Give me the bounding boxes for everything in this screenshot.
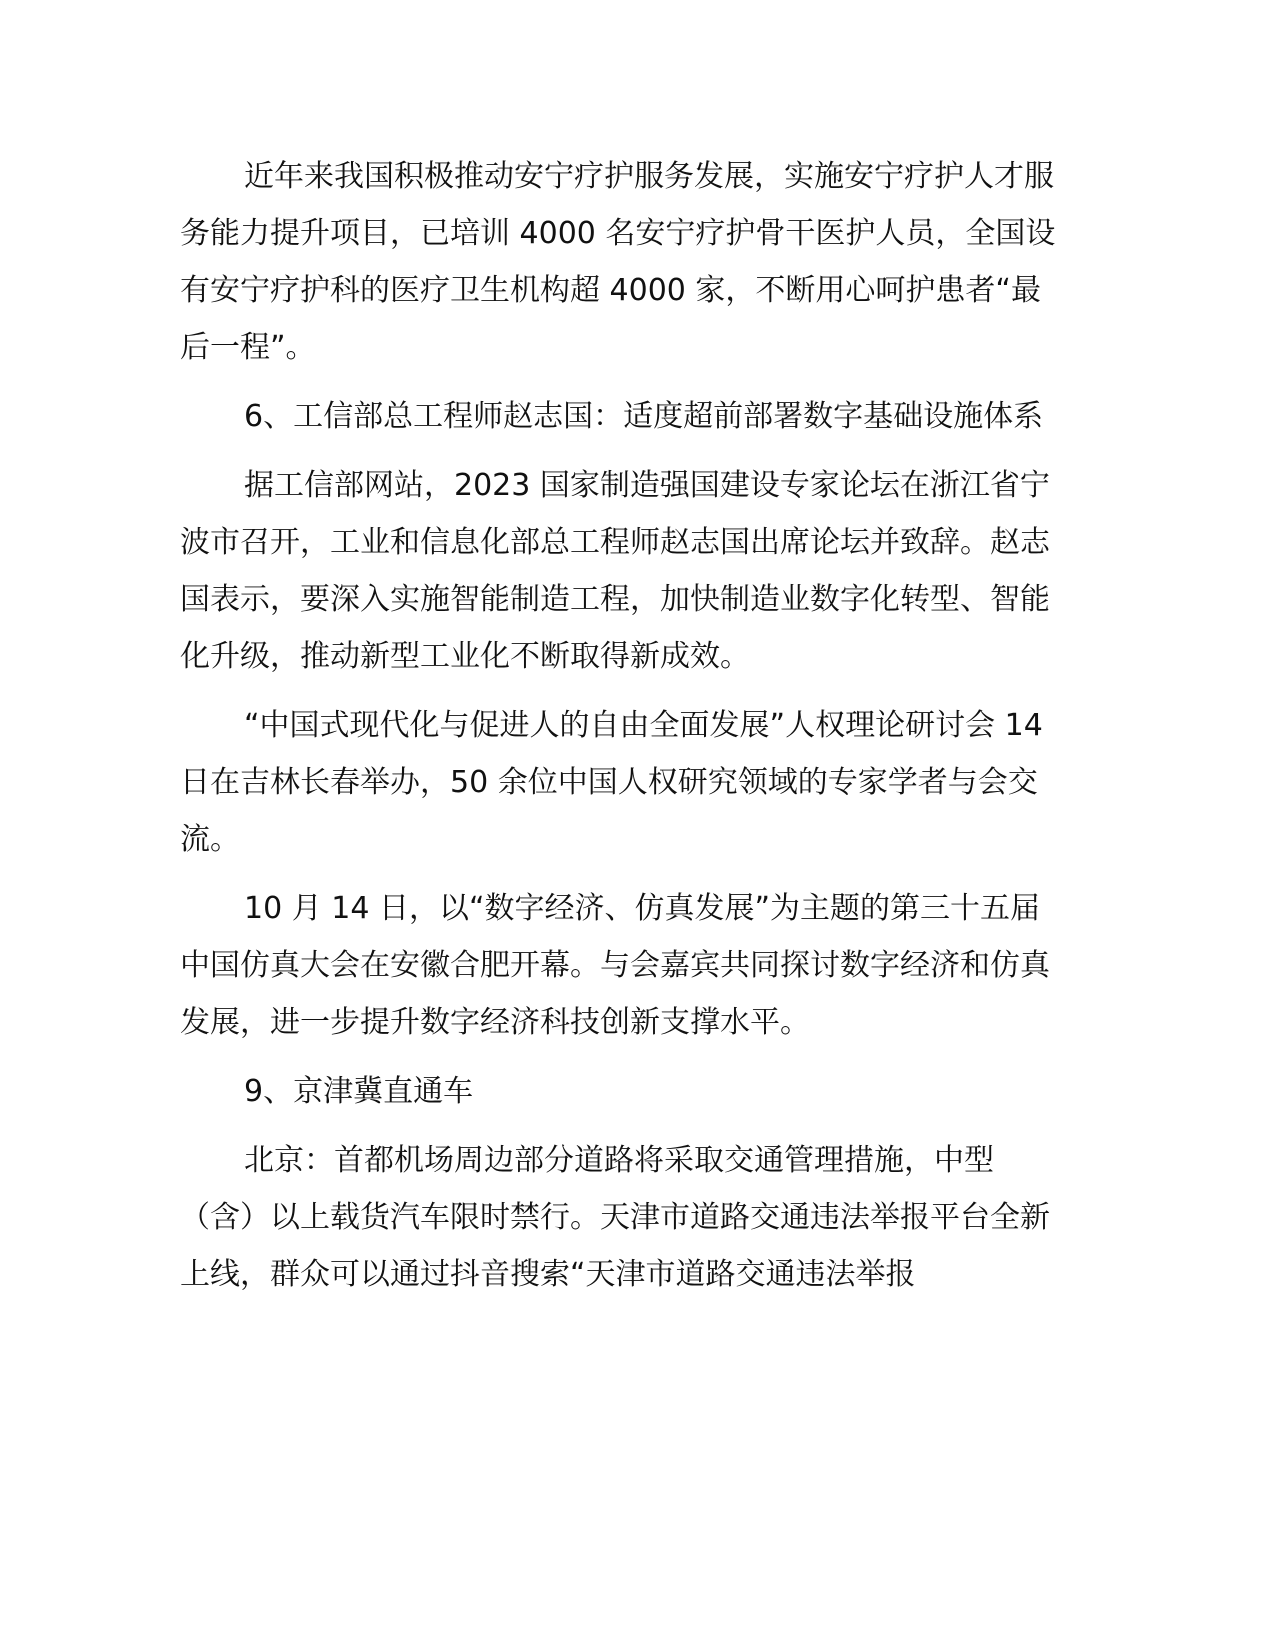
heading-jingjinji: 9、京津冀直通车 xyxy=(244,1074,474,1109)
paragraph-simulation-conference: 10 月 14 日，以“数字经济、仿真发展”为主题的第三十五届中国仿真大会在安徽合肥开幕。与会嘉宾共同探讨数字经济和仿真发展，进一步提升数字经济科技创新支撑水平。 xyxy=(180,891,1050,1040)
document-body xyxy=(180,148,1060,1303)
paragraph-hospice-care: 近年来我国积极推动安宁疗护服务发展，实施安宁疗护人才服务能力提升项目，已培训 4000 名安宁疗护骨干医护人员，全国设有安宁疗护科的医疗卫生机构超 4000 家，不断用心呵护患者“最后一程”。 xyxy=(180,159,1056,365)
heading-digital-infrastructure: 6、工信部总工程师赵志国：适度超前部署数字基础设施体系 xyxy=(244,399,1044,434)
paragraph-human-rights-seminar: “中国式现代化与促进人的自由全面发展”人权理论研讨会 14 日在吉林长春举办，50 余位中国人权研究领域的专家学者与会交流。 xyxy=(180,708,1043,857)
paragraph-beijing-traffic: 北京：首都机场周边部分道路将采取交通管理措施，中型（含）以上载货汽车限时禁行。天津市道路交通违法举报平台全新上线，群众可以通过抖音搜索“天津市道路交通违法举报 xyxy=(180,1143,1050,1292)
paragraph-manufacturing-forum: 据工信部网站，2023 国家制造强国建设专家论坛在浙江省宁波市召开，工业和信息化部总工程师赵志国出席论坛并致辞。赵志国表示，要深入实施智能制造工程，加快制造业数字化转型、智能化升级，推动新型工业化不断取得新成效。 xyxy=(180,468,1050,674)
